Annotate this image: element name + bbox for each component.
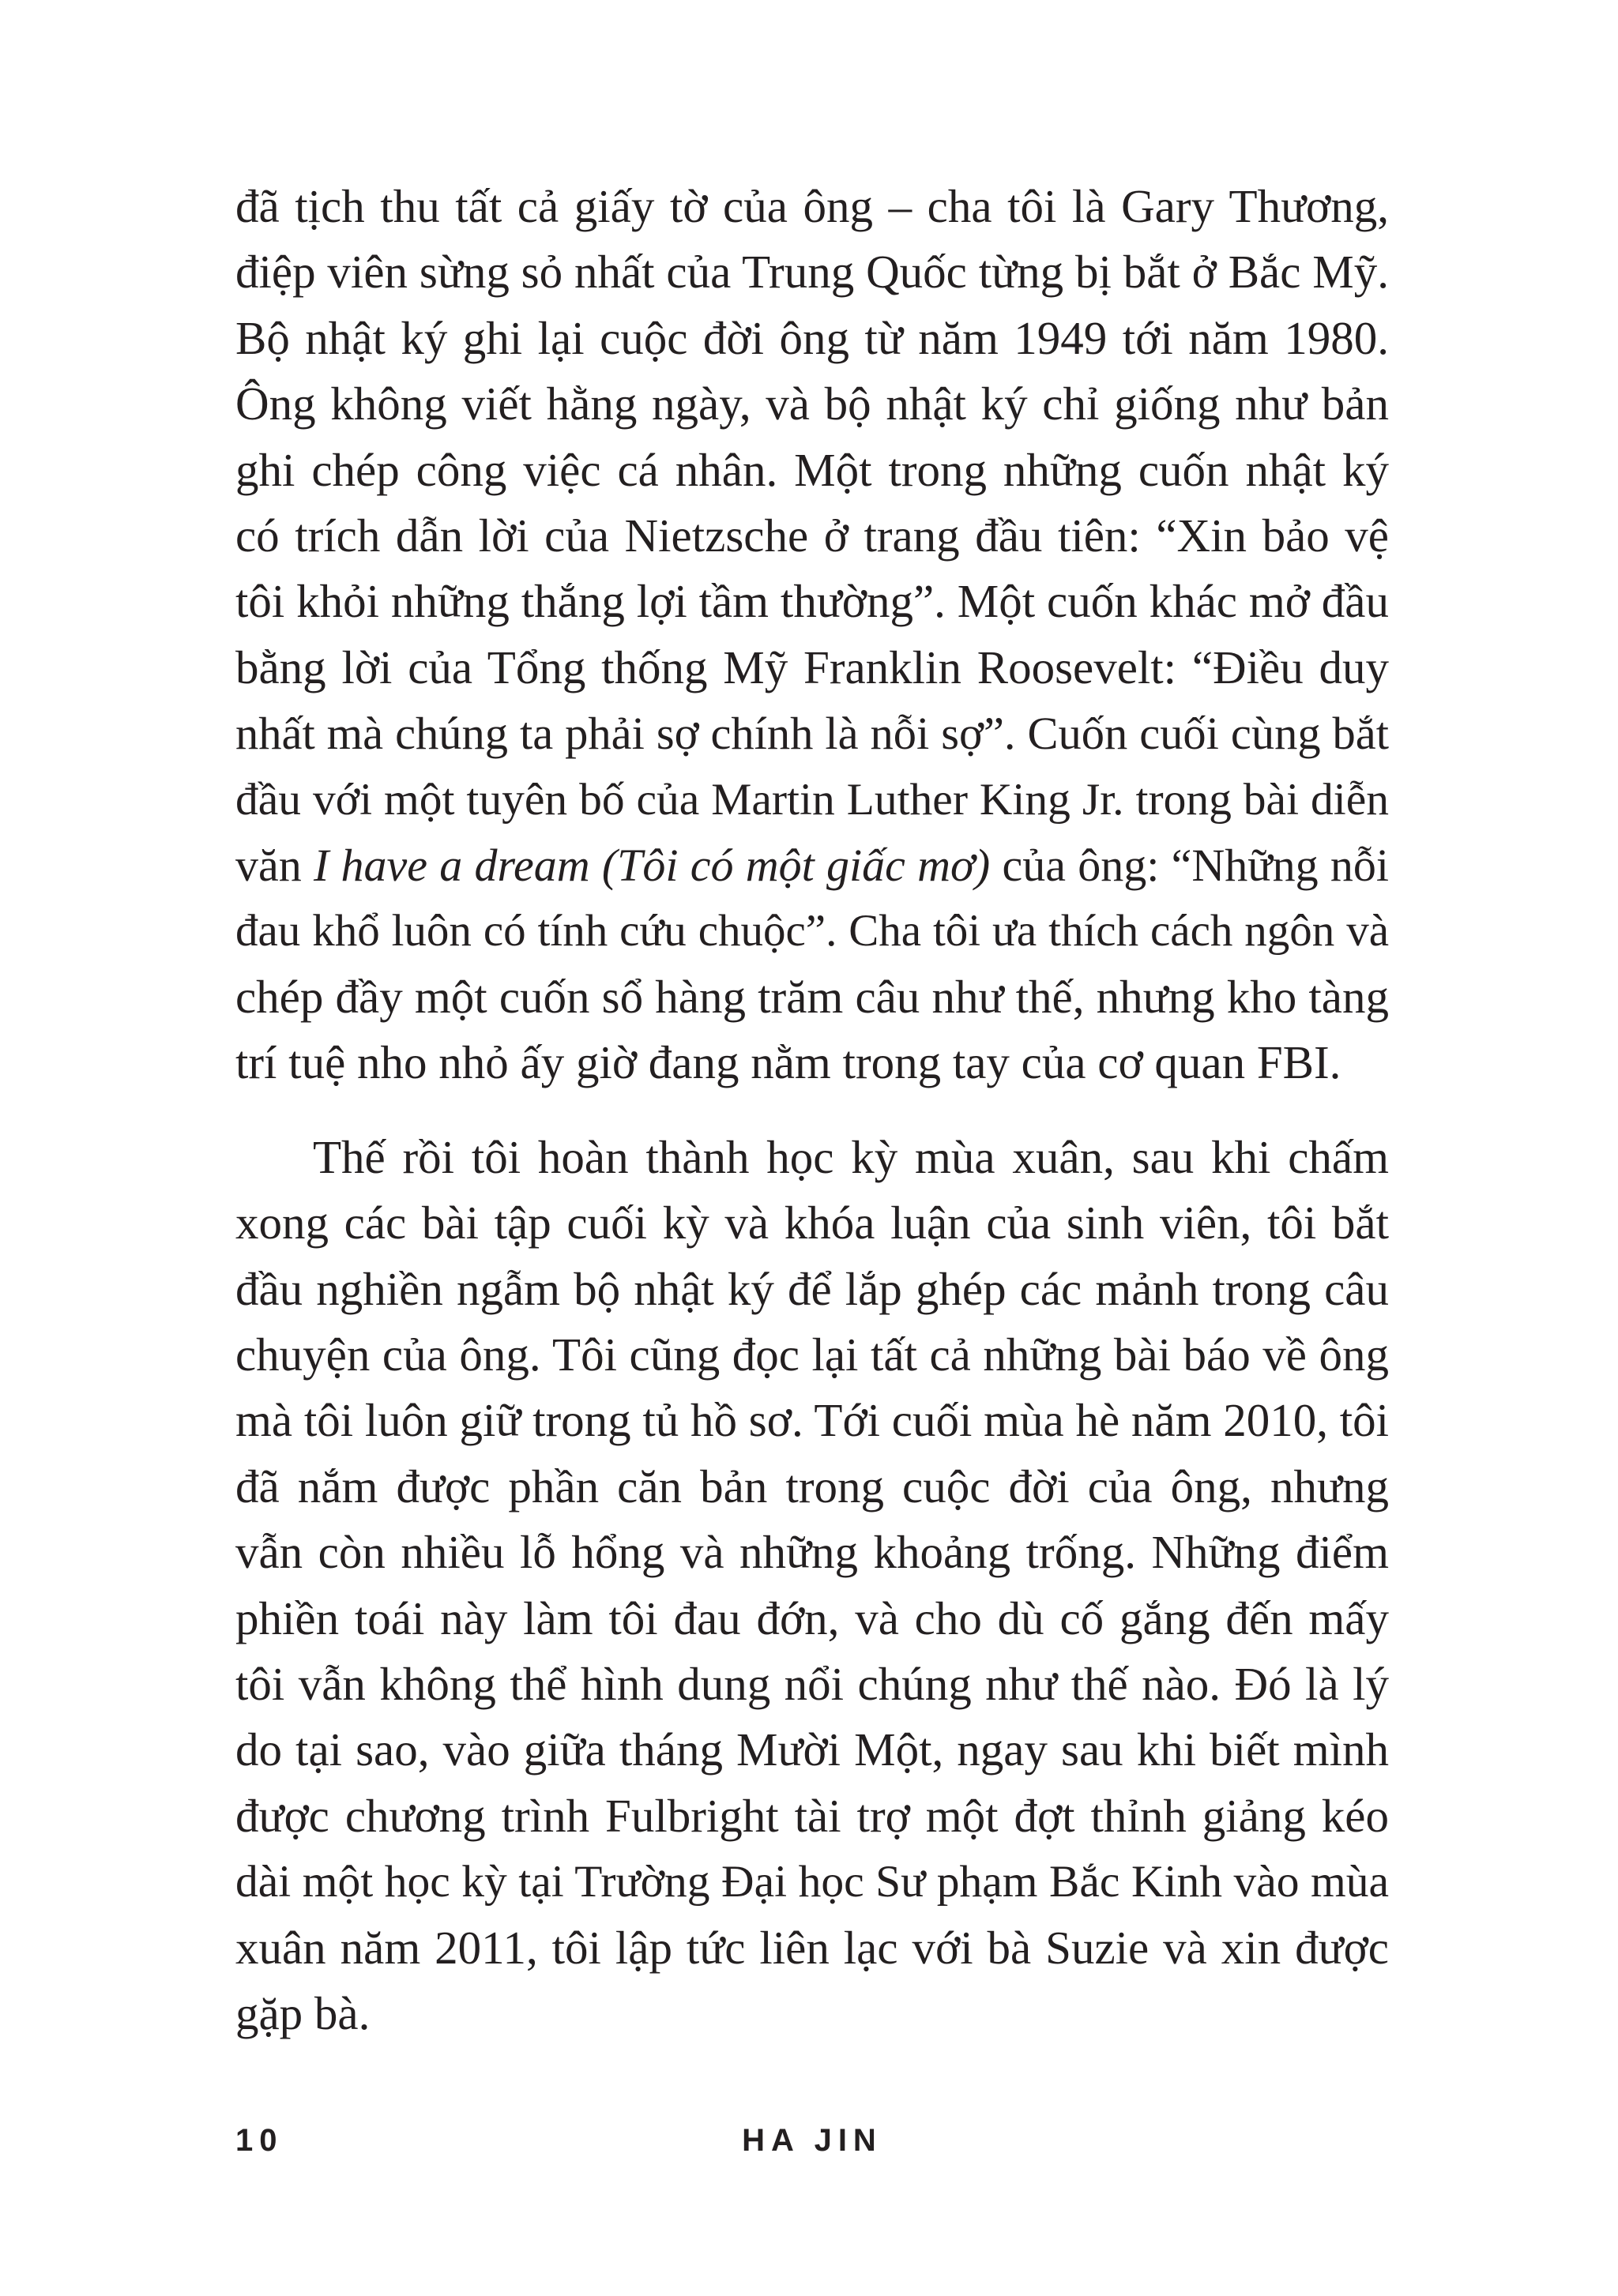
text-line: Thế rồi tôi hoàn thành học kỳ mùa xuân, sau khi chấm [313, 1130, 1389, 1183]
text-line: Ông không viết hằng ngày, và bộ nhật ký chỉ giống như bản [235, 378, 1389, 430]
text-line: có trích dẫn lời của Nietzsche ở trang đầu tiên: “Xin bảo vệ [235, 509, 1389, 562]
text-line: điệp viên sừng sỏ nhất của Trung Quốc từng bị bắt ở Bắc Mỹ. [235, 246, 1389, 299]
text-line: chép đầy một cuốn sổ hàng trăm câu như thế, nhưng kho tàng [235, 970, 1389, 1023]
text-line: dài một học kỳ tại Trường Đại học Sư phạm Bắc Kinh vào mùa [235, 1857, 1389, 1907]
text-line: tôi khỏi những thắng lợi tầm thường”. Một cuốn khác mở đầu [235, 575, 1389, 628]
book-page-text [235, 174, 1389, 2046]
text-line: đã tịch thu tất cả giấy tờ của ông – cha tôi là Gary Thương, [235, 180, 1389, 232]
text-line-with-title [235, 832, 1389, 898]
text-line: nhất mà chúng ta phải sợ chính là nỗi sợ”. Cuốn cuối cùng bắt [235, 708, 1389, 760]
text-line: đã nắm được phần căn bản trong cuộc đời của ông, nhưng [235, 1460, 1389, 1513]
text-line: Bộ nhật ký ghi lại cuộc đời ông từ năm 1949 tới năm 1980. [235, 311, 1389, 364]
text-segment: văn [235, 840, 314, 892]
text-line: đầu với một tuyên bố của Martin Luther King Jr. trong bài diễn [235, 774, 1389, 825]
text-line: phiền toái này làm tôi đau đớn, và cho dù cố gắng đến mấy [235, 1591, 1389, 1644]
text-line: trí tuệ nho nhỏ ấy giờ đang nằm trong tay của cơ quan FBI. [235, 1036, 1341, 1089]
text-line: xong các bài tập cuối kỳ và khóa luận của sinh viên, tôi bắt [235, 1197, 1389, 1249]
page-footer [235, 2123, 1389, 2163]
text-line: được chương trình Fulbright tài trợ một đợt thỉnh giảng kéo [235, 1789, 1389, 1842]
text-line: tôi vẫn không thể hình dung nổi chúng như thế nào. Đó là lý [235, 1657, 1389, 1710]
text-line: chuyện của ông. Tôi cũng đọc lại tất cả những bài báo về ông [235, 1328, 1389, 1381]
text-line: bằng lời của Tổng thống Mỹ Franklin Roosevelt: “Điều duy [235, 641, 1389, 693]
paragraph-2 [235, 1125, 1389, 2047]
page-number: 10 [235, 2123, 284, 2158]
text-line: do tại sao, vào giữa tháng Mười Một, ngay sau khi biết mình [235, 1723, 1389, 1776]
text-line: đau khổ luôn có tính cứu chuộc”. Cha tôi ưa thích cách ngôn và [235, 906, 1389, 956]
text-line: gặp bà. [235, 1986, 371, 2039]
text-line: vẫn còn nhiều lỗ hổng và những khoảng trống. Những điểm [235, 1526, 1389, 1579]
paragraph-1 [235, 174, 1389, 1096]
text-line: ghi chép công việc cá nhân. Một trong những cuốn nhật ký [235, 443, 1389, 496]
running-header-author: HA JIN [742, 2123, 882, 2158]
text-line: xuân năm 2011, tôi lập tức liên lạc với bà Suzie và xin được [235, 1921, 1389, 1974]
text-line: đầu nghiền ngẫm bộ nhật ký để lắp ghép các mảnh trong câu [235, 1262, 1389, 1315]
text-line: mà tôi luôn giữ trong tủ hồ sơ. Tới cuối mùa hè năm 2010, tôi [235, 1394, 1389, 1447]
text-segment: của ông: “Những nỗi [990, 840, 1390, 892]
speech-title: I have a dream (Tôi có một giấc mơ) [314, 840, 991, 892]
